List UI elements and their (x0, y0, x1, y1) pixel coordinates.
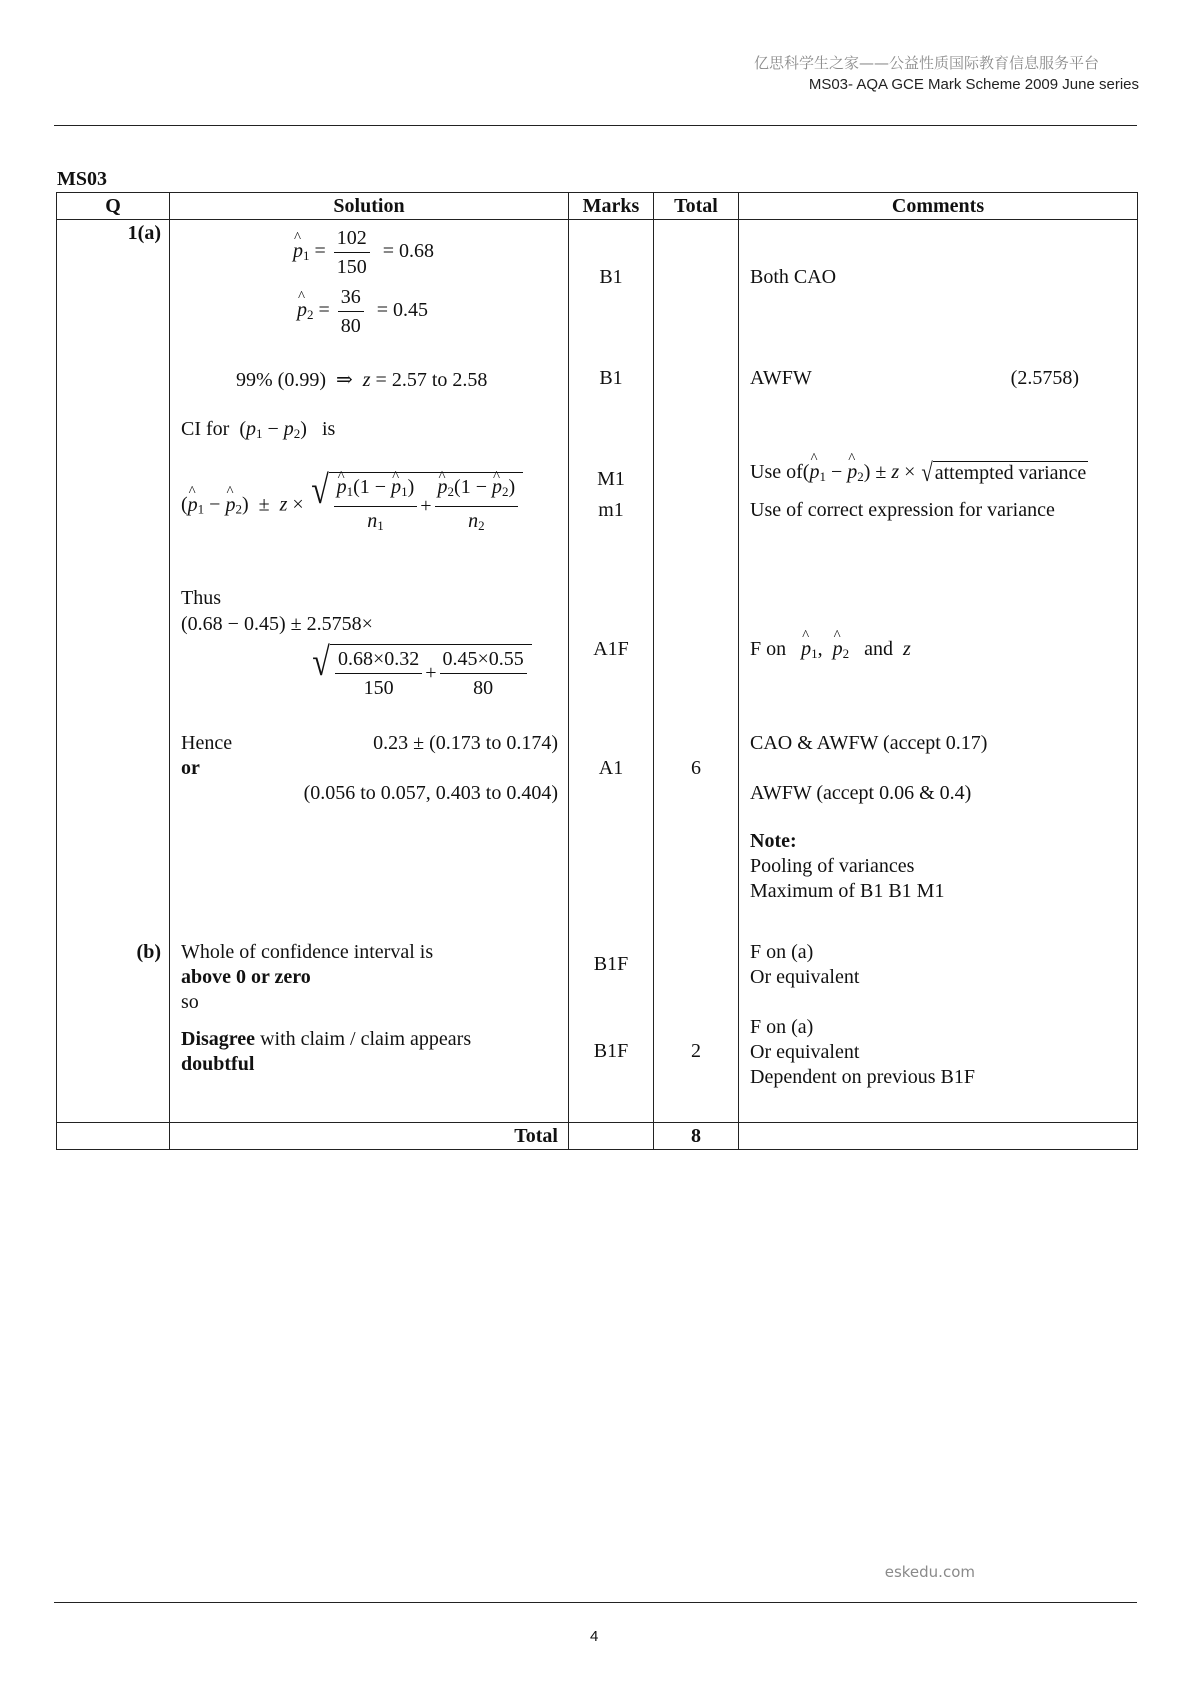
footer-rule (54, 1602, 1137, 1603)
comment-use-of: Use of(^ $p_1$ − ^ $p_2) \pm z$ × √ attempted variance (750, 461, 1088, 485)
p1-value: = 0.68 (382, 240, 435, 263)
ci-formula: (^ $p_1$ − ^ $p_2) \pm z$ × √ ^ $\frac{p_1(1 - \^{} p_1)}{n_1}$ + ^ $\frac{p_2(1 - \^{} p_2)}{n_2}$ (181, 472, 523, 540)
note-heading: Note: (750, 830, 797, 852)
calc-open: (0.68 − 0.45) ± 2.5758× (181, 613, 373, 635)
col-header-comments: Comments (739, 193, 1138, 220)
implies-symbol: ⇒ (335, 369, 353, 391)
total-a: 6 (691, 757, 701, 779)
mark-2: B1 (599, 367, 623, 389)
note-pooling: Pooling of variances (750, 855, 915, 877)
or-value: (0.056 to 0.057, 0.403 to 0.404) (303, 782, 558, 804)
calc-denominator-2: 80 (473, 677, 494, 699)
total-row-comments (739, 1123, 1138, 1150)
table-header-row (57, 193, 1138, 220)
calc-numerator-2: 0.45×0.55 (440, 645, 527, 674)
b-line-2: above 0 or zero (181, 966, 311, 988)
solution-cell (170, 220, 569, 1123)
marks-cell (569, 220, 654, 1123)
total-row-marks (569, 1123, 654, 1150)
header-rule (54, 125, 1137, 126)
mark-3: M1 (597, 468, 625, 490)
comment-b-equivalent-2: Or equivalent (750, 1041, 860, 1063)
p1-denominator: 150 (336, 256, 367, 278)
b-line-3: so (181, 991, 199, 1013)
b-line-1: Whole of confidence interval is (181, 941, 434, 963)
and-text: and (864, 638, 894, 660)
ci-heading: CI for $(p_1 - p_2)$ is (181, 418, 336, 441)
z-value-line (236, 367, 487, 392)
total-row-label: Total (170, 1123, 569, 1150)
p1-numerator: 102 (334, 224, 370, 253)
comment-both-cao: Both CAO (750, 266, 837, 288)
p2-hat-equation: ^ $p_2$ = $\frac{36}{80}$ = 0.45 (297, 283, 428, 340)
question-1-row (57, 220, 1138, 1123)
header-document-title: MS03- AQA GCE Mark Scheme 2009 June series (808, 76, 1139, 93)
mark-6: A1 (598, 757, 624, 779)
section-title: MS03 (57, 168, 107, 190)
disagree-word: Disagree (181, 1028, 256, 1050)
comment-z-value: (2.5758) (1010, 367, 1079, 389)
p1-hat-equation: ^ $p_1$ = $\frac{102}{150}$ = 0.68 (293, 224, 434, 281)
mark-4: m1 (598, 499, 624, 521)
comment-f-on: F on ^ $p_1$, ^ $p_2$ and z (750, 638, 911, 662)
ci-is: is (321, 418, 336, 440)
p2-numerator: 36 (338, 283, 364, 312)
calc-denominator-1: 150 (363, 677, 394, 699)
total-row-value: 8 (654, 1123, 739, 1150)
total-cell (654, 220, 739, 1123)
total-b: 2 (691, 1040, 701, 1062)
thus-label: Thus (181, 587, 221, 609)
p2-value: = 0.45 (376, 299, 429, 322)
page-number: 4 (590, 1628, 599, 1645)
total-row (57, 1123, 1138, 1150)
col-header-marks: Marks (569, 193, 654, 220)
mark-8: B1F (593, 1040, 629, 1062)
comment-b-equivalent-1: Or equivalent (750, 966, 860, 988)
p2-denominator: 80 (340, 315, 361, 337)
f-on-text: F on (750, 638, 787, 660)
header-chinese-line: 亿思科学生之家——公益性质国际教育信息服务平台 (753, 54, 1099, 72)
col-header-total: Total (654, 193, 739, 220)
calc-sqrt: √ $\frac{0.68\times 0.32}{150}$ + $\frac{0.45\times 0.55}{80}$ (310, 644, 532, 702)
mark-5: A1F (593, 638, 629, 660)
b-line-5: doubtful (181, 1053, 255, 1075)
z-symbol: z (362, 369, 371, 391)
comments-cell (739, 220, 1138, 1123)
z-text: z (903, 638, 911, 660)
note-maximum: Maximum of B1 B1 M1 (750, 880, 945, 902)
ci-label: CI for (181, 418, 230, 440)
comment-cao-awfw: CAO & AWFW (accept 0.17) (750, 732, 988, 754)
hence-value: 0.23 ± (0.173 to 0.174) (373, 732, 558, 754)
z-range: = 2.57 to 2.58 (375, 369, 488, 391)
q-label-1a: 1(a) (127, 222, 161, 244)
z-confidence: 99% (0.99) (236, 369, 326, 391)
use-of-text: Use of (750, 461, 803, 483)
mark-scheme-table (56, 192, 1138, 1150)
attempted-variance: attempted variance (934, 462, 1087, 485)
comment-b-f-on-2: F on (a) (750, 1016, 814, 1038)
q-label-1b: (b) (136, 941, 161, 963)
footer-site: eskedu.com (884, 1563, 975, 1581)
mark-1: B1 (599, 266, 623, 288)
comment-b-dependent: Dependent on previous B1F (750, 1066, 975, 1088)
col-header-q: Q (57, 193, 170, 220)
hence-label: Hence (181, 732, 233, 754)
comment-awfw: AWFW (750, 367, 812, 389)
q-cell (57, 220, 170, 1123)
or-label: or (181, 757, 200, 779)
comment-b-f-on-1: F on (a) (750, 941, 814, 963)
mark-7: B1F (593, 953, 629, 975)
col-header-solution: Solution (170, 193, 569, 220)
calc-numerator-1: 0.68×0.32 (335, 645, 422, 674)
b-line-4 (181, 1028, 471, 1051)
comment-correct-variance: Use of correct expression for variance (750, 499, 1055, 521)
comment-awfw-accept: AWFW (accept 0.06 & 0.4) (750, 782, 972, 804)
claim-text: with claim / claim appears (255, 1028, 472, 1050)
total-row-q (57, 1123, 170, 1150)
